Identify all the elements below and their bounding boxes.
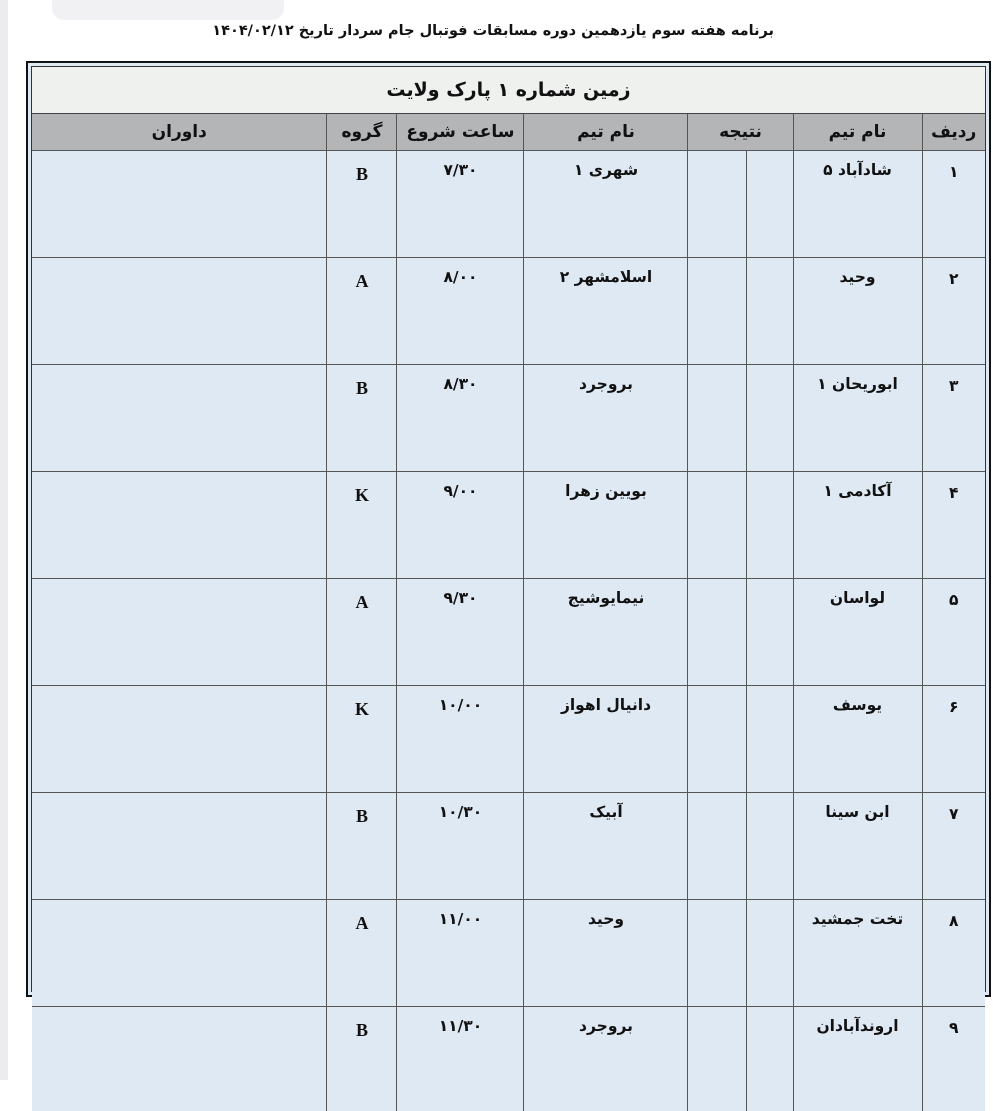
referees-cell (32, 258, 327, 365)
team-b-cell: دانیال اهواز (524, 686, 688, 793)
team-a-cell: ابن سینا (793, 793, 922, 900)
group-cell: B (327, 151, 397, 258)
referees-cell (32, 579, 327, 686)
team-a-cell: اروندآبادان (793, 1007, 922, 1111)
result-a-cell (746, 900, 793, 1007)
result-a-cell (746, 472, 793, 579)
header-row (32, 114, 985, 151)
start-time-cell: ۱۱/۳۰ (397, 1007, 524, 1111)
schedule-sheet (26, 61, 991, 997)
result-a-cell (746, 365, 793, 472)
start-time-cell: ۹/۳۰ (397, 579, 524, 686)
header-referees: داوران (32, 114, 327, 151)
start-time-cell: ۸/۳۰ (397, 365, 524, 472)
team-b-cell: بروجرد (524, 365, 688, 472)
schedule-table (32, 114, 985, 1111)
result-b-cell (688, 1007, 746, 1111)
team-a-cell: شادآباد ۵ (793, 151, 922, 258)
header-team-a: نام تیم (793, 114, 922, 151)
team-b-cell: بروجرد (524, 1007, 688, 1111)
header-row-number: ردیف (922, 114, 985, 151)
table-row (32, 1007, 985, 1111)
group-cell: A (327, 579, 397, 686)
referees-cell (32, 1007, 327, 1111)
result-a-cell (746, 686, 793, 793)
header-group: گروه (327, 114, 397, 151)
team-a-cell: آکادمی ۱ (793, 472, 922, 579)
result-a-cell (746, 258, 793, 365)
result-b-cell (688, 579, 746, 686)
team-a-cell: ابوریحان ۱ (793, 365, 922, 472)
team-b-cell: اسلامشهر ۲ (524, 258, 688, 365)
viewer-edge (0, 0, 8, 1080)
group-cell: A (327, 900, 397, 1007)
group-cell: B (327, 365, 397, 472)
result-b-cell (688, 472, 746, 579)
result-b-cell (688, 793, 746, 900)
table-row (32, 793, 985, 900)
start-time-cell: ۹/۰۰ (397, 472, 524, 579)
team-b-cell: بویین زهرا (524, 472, 688, 579)
group-cell: A (327, 258, 397, 365)
table-row (32, 900, 985, 1007)
team-a-cell: لواسان (793, 579, 922, 686)
result-a-cell (746, 579, 793, 686)
row-number-cell: ۳ (922, 365, 985, 472)
venue-banner: زمین شماره ۱ پارک ولایت (32, 67, 985, 114)
header-result: نتیجه (688, 114, 793, 151)
table-row (32, 258, 985, 365)
table-row (32, 365, 985, 472)
table-row (32, 579, 985, 686)
result-b-cell (688, 365, 746, 472)
team-b-cell: وحید (524, 900, 688, 1007)
table-row (32, 472, 985, 579)
team-a-cell: یوسف (793, 686, 922, 793)
group-cell: B (327, 1007, 397, 1111)
start-time-cell: ۸/۰۰ (397, 258, 524, 365)
document-title: برنامه هفته سوم یازدهمین دوره مسابقات فوتبال جام سردار تاریخ ۱۴۰۴/۰۲/۱۲ (30, 23, 774, 45)
row-number-cell: ۹ (922, 1007, 985, 1111)
result-b-cell (688, 900, 746, 1007)
result-b-cell (688, 686, 746, 793)
referees-cell (32, 365, 327, 472)
result-b-cell (688, 258, 746, 365)
header-start-time: ساعت شروع (397, 114, 524, 151)
result-a-cell (746, 1007, 793, 1111)
referees-cell (32, 793, 327, 900)
row-number-cell: ۸ (922, 900, 985, 1007)
referees-cell (32, 472, 327, 579)
header-team-b: نام تیم (524, 114, 688, 151)
start-time-cell: ۷/۳۰ (397, 151, 524, 258)
start-time-cell: ۱۰/۰۰ (397, 686, 524, 793)
result-a-cell (746, 793, 793, 900)
row-number-cell: ۷ (922, 793, 985, 900)
schedule-frame (31, 66, 986, 992)
group-cell: K (327, 686, 397, 793)
team-a-cell: تخت جمشید (793, 900, 922, 1007)
group-cell: K (327, 472, 397, 579)
result-b-cell (688, 151, 746, 258)
row-number-cell: ۴ (922, 472, 985, 579)
table-row (32, 151, 985, 258)
row-number-cell: ۵ (922, 579, 985, 686)
row-number-cell: ۱ (922, 151, 985, 258)
referees-cell (32, 686, 327, 793)
group-cell: B (327, 793, 397, 900)
start-time-cell: ۱۰/۳۰ (397, 793, 524, 900)
viewer-toolbar-pill (52, 0, 284, 20)
team-b-cell: شهری ۱ (524, 151, 688, 258)
team-a-cell: وحید (793, 258, 922, 365)
row-number-cell: ۶ (922, 686, 985, 793)
start-time-cell: ۱۱/۰۰ (397, 900, 524, 1007)
referees-cell (32, 900, 327, 1007)
team-b-cell: نیمایوشیج (524, 579, 688, 686)
table-row (32, 686, 985, 793)
row-number-cell: ۲ (922, 258, 985, 365)
team-b-cell: آبیک (524, 793, 688, 900)
result-a-cell (746, 151, 793, 258)
referees-cell (32, 151, 327, 258)
